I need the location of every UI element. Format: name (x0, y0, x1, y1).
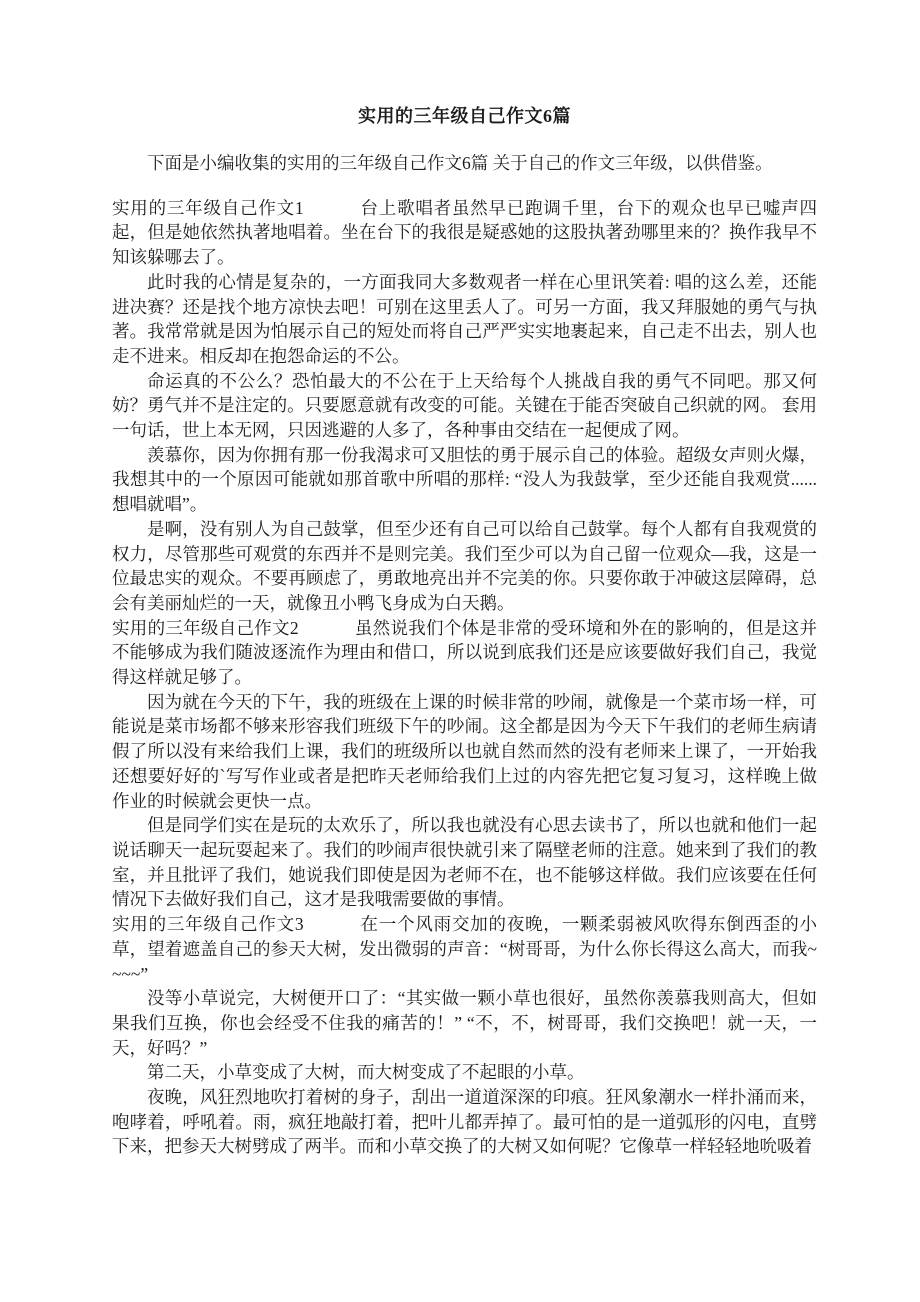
body-paragraph (112, 443, 817, 517)
paragraph-text: 夜晚，风狂烈地吹打着树的身子，刮出一道道深深的印痕。狂风象潮水一样扑涌而来，咆哮着，呼吼着。雨，疯狂地敲打着，把叶儿都弄掉了。最可怕的是一道弧形的闪电，直劈下来，把参天大树劈成了两半。而和小草交换了的大树又如何呢？它像草一样轻轻地吮吸着 (112, 1087, 817, 1157)
section-start-paragraph (112, 912, 817, 986)
section-title-label: 实用的三年级自己作文2 (112, 617, 299, 638)
body-paragraph (112, 517, 817, 616)
paragraph-text: 是啊，没有别人为自己鼓掌，但至少还有自己可以给自己鼓掌。每个人都有自我观赏的权力，尽管那些可观赏的东西并不是则完美。我们至少可以为自己留一位观众—我，这是一位最忠实的观众。不要再顾虑了，勇敢地亮出并不完美的你。只要你敢于冲破这层障碍，总会有美丽灿烂的一天，就像丑小鸭飞身成为白天鹅。 (112, 518, 817, 613)
paragraph-text: 虽然说我们个体是非常的受环境和外在的影响的，但是这并不能够成为我们随波逐流作为理由和借口，所以说到底我们还是应该要做好我们自己，我觉得这样就足够了。 (112, 617, 818, 688)
body-paragraph (112, 1085, 817, 1159)
body-paragraph (112, 270, 817, 369)
essay-paragraphs-container (112, 196, 817, 1159)
body-paragraph (112, 813, 817, 912)
paragraph-text: 第二天，小草变成了大树，而大树变成了不起眼的小草。 (147, 1062, 585, 1083)
section-title-label: 实用的三年级自己作文1 (112, 197, 304, 218)
body-paragraph (112, 986, 817, 1060)
paragraph-text: 没等小草说完，大树便开口了：“其实做一颗小草也很好，虽然你羡慕我则高大，但如果我们互换，你也会经受不住我的痛苦的！” “不，不，树哥哥，我们交换吧！就一天，一天，好吗？” (112, 988, 817, 1058)
paragraph-text: 在一个风雨交加的夜晚，一颗柔弱被风吹得东倒西歪的小草，望着遮盖自己的参天大树，发出微弱的声音：“树哥哥，为什么你长得这么高大，而我~~~~” (112, 914, 818, 984)
paragraph-text: 但是同学们实在是玩的太欢乐了，所以我也就没有心思去读书了，所以也就和他们一起说话聊天一起玩耍起来了。我们的吵闹声很快就引来了隔壁老师的注意。她来到了我们的教室，并且批评了我们，她说我们即使是因为老师不在，也不能够这样做。我们应该要在任何情况下去做好我们自己，这才是我哦需要做的事情。 (112, 815, 817, 910)
body-paragraph (112, 690, 817, 814)
paragraph-text: 命运真的不公么？恐怕最大的不公在于上天给每个人挑战自我的勇气不同吧。那又何妨？勇气并不是注定的。只要愿意就有改变的可能。关键在于能否突破自己织就的网。 套用一句话，世上本无网，只因逃避的人多了，各种事由交结在一起便成了网。 (112, 370, 817, 441)
paragraph-text: 羡慕你，因为你拥有那一份我渴求可又胆怯的勇于展示自己的体验。超级女声则火爆，我想其中的一个原因可能就如那首歌中所唱的那样: “没人为我鼓掌，至少还能自我观赏......想唱就唱”。 (112, 444, 817, 515)
paragraph-text: 台上歌唱者虽然早已跑调千里，台下的观众也早已嘘声四起，但是她依然执著地唱着。坐在台下的我很是疑惑她的这股执著劲哪里来的？换作我早不知该躲哪去了。 (112, 197, 818, 268)
section-start-paragraph (112, 196, 817, 270)
paragraph-text: 因为就在今天的下午，我的班级在上课的时候非常的吵闹，就像是一个菜市场一样，可能说是菜市场都不够来形容我们班级下午的吵闹。这全都是因为今天下午我们的老师生病请假了所以没有来给我们上课，我们的班级所以也就自然而然的没有老师来上课了，一开始我还想要好好的`写写作业或者是把昨天老师给我们上过的内容先把它复习复习，这样晚上做作业的时候就会更快一点。 (112, 691, 817, 811)
intro-paragraph: 下面是小编收集的实用的三年级自己作文6篇 关于自己的作文三年级，以供借鉴。 (147, 153, 773, 173)
paragraph-text: 此时我的心情是复杂的，一方面我同大多数观者一样在心里讯笑着: 唱的这么差，还能进决赛？还是找个地方凉快去吧！可别在这里丢人了。可另一方面，我又拜服她的勇气与执著。我常常就是因为怕展示自己的短处而将自己严严实实地裹起来，自己走不出去，别人也走不进来。相反却在抱怨命运的不公。 (112, 271, 817, 366)
section-title-label: 实用的三年级自己作文3 (112, 914, 304, 935)
body-paragraph (112, 1060, 817, 1085)
section-start-paragraph (112, 616, 817, 690)
document-title: 实用的三年级自己作文6篇 (358, 106, 571, 126)
body-paragraph (112, 369, 817, 443)
